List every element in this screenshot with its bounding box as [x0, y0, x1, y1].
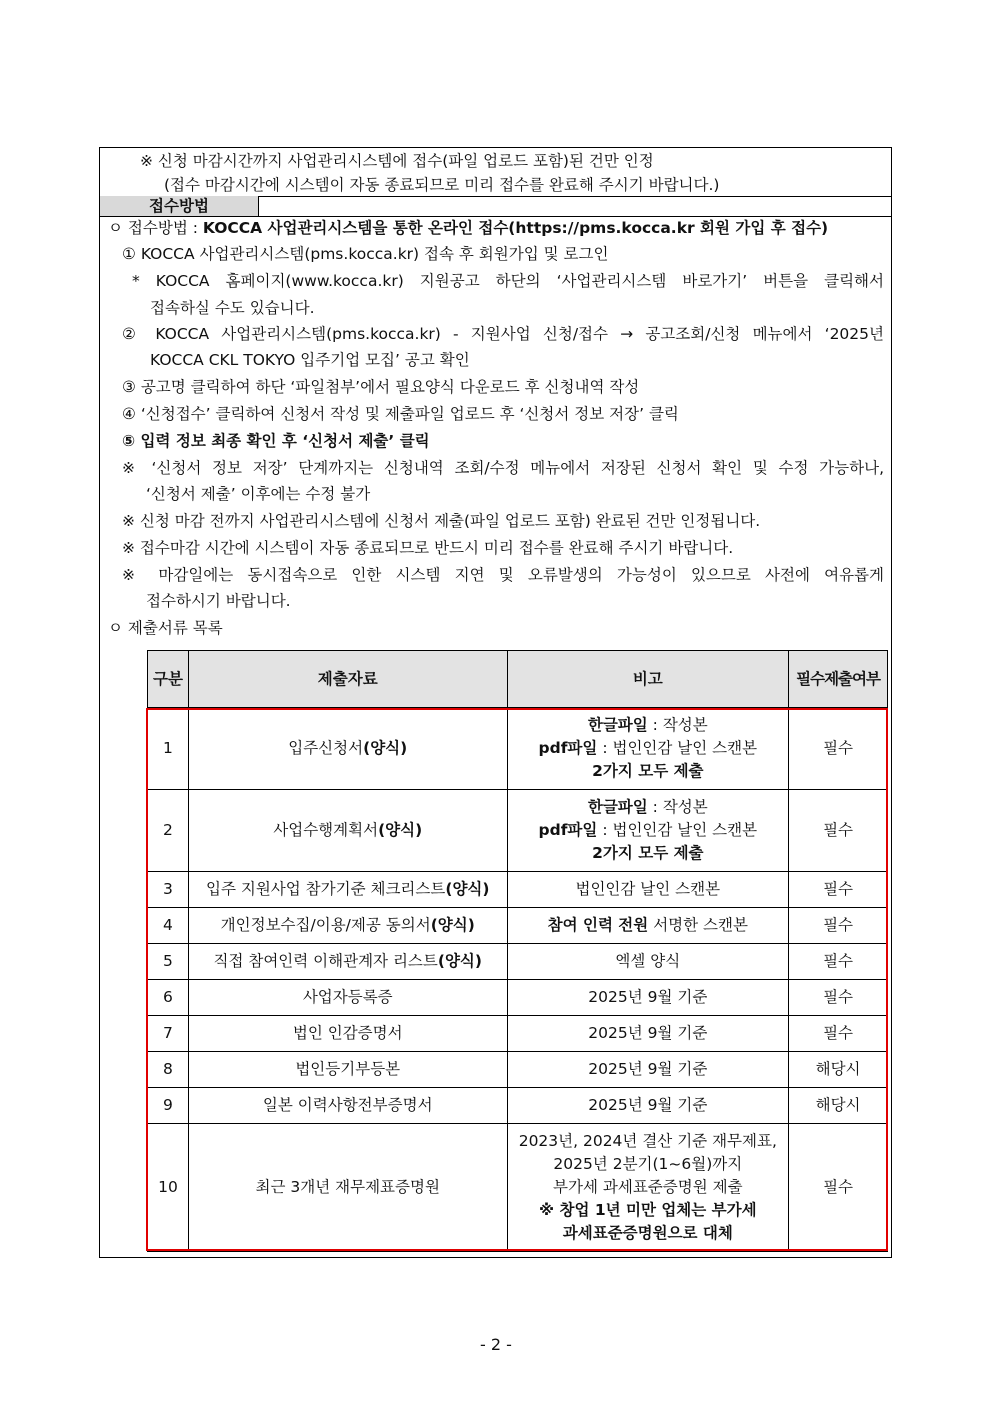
note-line	[510, 796, 787, 819]
document-note	[507, 1052, 789, 1088]
step-hint: * KOCCA 홈페이지(www.kocca.kr) 지원공고 하단의 ‘사업관리시스템 바로가기’ 버튼을 클릭해서	[132, 272, 884, 290]
document-title: 사업수행계획서	[273, 821, 379, 839]
note-emphasis: 참여 인력 전원	[547, 916, 649, 934]
page-number: - 2 -	[480, 1335, 512, 1354]
note-text: 엑셀 양식	[615, 952, 681, 970]
step-1: ① KOCCA 사업관리시스템(pms.kocca.kr) 접속 후 회원가입 및 로그인	[122, 245, 609, 263]
required-status: 해당시	[789, 1088, 888, 1124]
note-line	[510, 737, 787, 760]
note-text: : 법인인감 날인 스캔본	[597, 821, 758, 839]
note-text: 2025년 9월 기준	[588, 1024, 708, 1042]
table-row	[148, 944, 888, 980]
document-note	[507, 872, 789, 908]
notice-line-2: (접수 마감시간에 시스템이 자동 종료되므로 미리 접수를 완료해 주시기 바랍니다.)	[164, 176, 720, 194]
document-note	[507, 1016, 789, 1052]
note-emphasis: 2가지 모두 제출	[592, 762, 704, 780]
note-line	[510, 1130, 787, 1153]
required-status: 필수	[789, 790, 888, 872]
document-name	[188, 872, 507, 908]
docs-list-title: ㅇ 제출서류 목록	[108, 619, 223, 637]
form-tag: (양식)	[363, 739, 408, 757]
row-number: 10	[148, 1124, 189, 1252]
content-frame	[99, 147, 892, 1258]
note-emphasis: 과세표준증명원으로 대체	[562, 1224, 733, 1242]
note-text: 2025년 2분기(1~6월)까지	[553, 1155, 743, 1173]
document-note	[507, 980, 789, 1016]
note-emphasis: pdf파일	[538, 739, 598, 757]
note-text: 2023년, 2024년 결산 기준 재무제표,	[518, 1132, 777, 1150]
document-name	[188, 1088, 507, 1124]
required-status: 필수	[789, 980, 888, 1016]
form-tag: (양식)	[445, 880, 490, 898]
note-text: 2025년 9월 기준	[588, 988, 708, 1006]
document-note	[507, 708, 789, 790]
document-name	[188, 980, 507, 1016]
header-required: 필수제출여부	[789, 651, 888, 708]
required-status: 필수	[789, 908, 888, 944]
row-number: 7	[148, 1016, 189, 1052]
document-title: 입주 지원사업 참가기준 체크리스트	[205, 880, 446, 898]
row-number: 4	[148, 908, 189, 944]
note-line	[510, 842, 787, 865]
table-header-row	[148, 651, 888, 708]
document-name	[188, 1016, 507, 1052]
note-line	[510, 819, 787, 842]
required-status: 필수	[789, 1016, 888, 1052]
note-line	[510, 760, 787, 783]
row-number: 3	[148, 872, 189, 908]
note-4: ※ 마감일에는 동시접속으로 인한 시스템 지연 및 오류발생의 가능성이 있으므로 사전에 여유롭게	[122, 566, 884, 584]
document-note	[507, 1088, 789, 1124]
document-name	[188, 708, 507, 790]
table-row	[148, 872, 888, 908]
document-name	[188, 944, 507, 980]
required-status: 필수	[789, 1124, 888, 1252]
row-number: 5	[148, 944, 189, 980]
document-name	[188, 790, 507, 872]
required-status: 해당시	[789, 1052, 888, 1088]
note-3: ※ 접수마감 시간에 시스템이 자동 종료되므로 반드시 미리 접수를 완료해 주시기 바랍니다.	[122, 539, 734, 557]
document-title: 일본 이력사항전부증명서	[262, 1096, 433, 1114]
required-status: 필수	[789, 708, 888, 790]
note-line	[510, 1153, 787, 1176]
method-label: ㅇ 접수방법 :	[108, 219, 203, 237]
form-tag: (양식)	[378, 821, 423, 839]
note-line	[510, 878, 787, 901]
step-3: ③ 공고명 클릭하여 하단 ‘파일첨부’에서 필요양식 다운로드 후 신청내역 작성	[122, 378, 640, 396]
row-number: 2	[148, 790, 189, 872]
note-text: 법인인감 날인 스캔본	[575, 880, 721, 898]
document-note	[507, 944, 789, 980]
row-number: 1	[148, 708, 189, 790]
document-note	[507, 790, 789, 872]
document-title: 입주신청서	[288, 739, 364, 757]
note-line	[510, 950, 787, 973]
note-text: : 작성본	[647, 798, 708, 816]
note-emphasis: ※ 창업 1년 미만 업체는 부가세	[539, 1201, 757, 1219]
row-number: 8	[148, 1052, 189, 1088]
note-text: : 법인인감 날인 스캔본	[597, 739, 758, 757]
note-emphasis: 한글파일	[587, 798, 648, 816]
step-5: ⑤ 입력 정보 최종 확인 후 ‘신청서 제출’ 클릭	[122, 432, 430, 450]
document-title: 직접 참여인력 이해관계자 리스트	[213, 952, 438, 970]
note-4-cont: 접수하시기 바랍니다.	[146, 592, 291, 610]
document-name	[188, 908, 507, 944]
step-2: ② KOCCA 사업관리시스템(pms.kocca.kr) - 지원사업 신청/접수 → 공고조회/신청 메뉴에서 ‘2025년	[122, 325, 884, 343]
note-text: 2025년 9월 기준	[588, 1060, 708, 1078]
form-tag: (양식)	[430, 916, 475, 934]
note-line	[510, 914, 787, 937]
documents-table	[147, 650, 888, 1252]
note-line	[510, 714, 787, 737]
form-tag: (양식)	[437, 952, 482, 970]
note-line	[510, 1222, 787, 1245]
divider	[100, 216, 891, 217]
table-row	[148, 980, 888, 1016]
note-line	[510, 986, 787, 1009]
document-note	[507, 1124, 789, 1252]
step-hint-cont: 접속하실 수도 있습니다.	[150, 299, 315, 317]
required-status: 필수	[789, 872, 888, 908]
note-line	[510, 1176, 787, 1199]
note-line	[510, 1199, 787, 1222]
note-emphasis: 2가지 모두 제출	[592, 844, 704, 862]
note-text: 서명한 스캔본	[648, 916, 748, 934]
document-name	[188, 1124, 507, 1252]
note-emphasis: 한글파일	[587, 716, 648, 734]
table-row	[148, 908, 888, 944]
note-text: 부가세 과세표준증명원 제출	[553, 1178, 743, 1196]
document-title: 개인정보수집/이용/제공 동의서	[220, 916, 431, 934]
note-line	[510, 1058, 787, 1081]
note-emphasis: pdf파일	[538, 821, 598, 839]
note-2: ※ 신청 마감 전까지 사업관리시스템에 신청서 제출(파일 업로드 포함) 완료된 건만 인정됩니다.	[122, 512, 761, 530]
table-row	[148, 1052, 888, 1088]
step-4: ④ ‘신청접수’ 클릭하여 신청서 작성 및 제출파일 업로드 후 ‘신청서 정보 저장’ 클릭	[122, 405, 679, 423]
header-no: 구분	[148, 651, 189, 708]
step-2-cont: KOCCA CKL TOKYO 입주기업 모집’ 공고 확인	[150, 351, 470, 369]
required-status: 필수	[789, 944, 888, 980]
document-name	[188, 1052, 507, 1088]
header-note: 비고	[507, 651, 789, 708]
section-title: 접수방법	[100, 196, 259, 216]
table-row	[148, 1124, 888, 1252]
document-title: 최근 3개년 재무제표증명원	[255, 1178, 440, 1196]
note-1-cont: ‘신청서 제출’ 이후에는 수정 불가	[146, 485, 371, 503]
row-number: 9	[148, 1088, 189, 1124]
note-text: : 작성본	[647, 716, 708, 734]
table-row	[148, 790, 888, 872]
note-line	[510, 1022, 787, 1045]
header-document: 제출자료	[188, 651, 507, 708]
note-text: 2025년 9월 기준	[588, 1096, 708, 1114]
method-value: KOCCA 사업관리시스템을 통한 온라인 접수(https://pms.kocca.kr 회원 가입 후 접수)	[202, 219, 829, 237]
notice-line-1: ※ 신청 마감시간까지 사업관리시스템에 접수(파일 업로드 포함)된 건만 인정	[140, 152, 654, 170]
document-title: 법인등기부등본	[295, 1060, 401, 1078]
row-number: 6	[148, 980, 189, 1016]
method-line	[108, 218, 828, 238]
document-title: 법인 인감증명서	[292, 1024, 403, 1042]
table-row	[148, 1016, 888, 1052]
document-title: 사업자등록증	[302, 988, 393, 1006]
note-line	[510, 1094, 787, 1117]
table-row	[148, 708, 888, 790]
note-1: ※ ‘신청서 정보 저장’ 단계까지는 신청내역 조회/수정 메뉴에서 저장된 신청서 확인 및 수정 가능하나,	[122, 459, 884, 477]
document-note	[507, 908, 789, 944]
table-row	[148, 1088, 888, 1124]
